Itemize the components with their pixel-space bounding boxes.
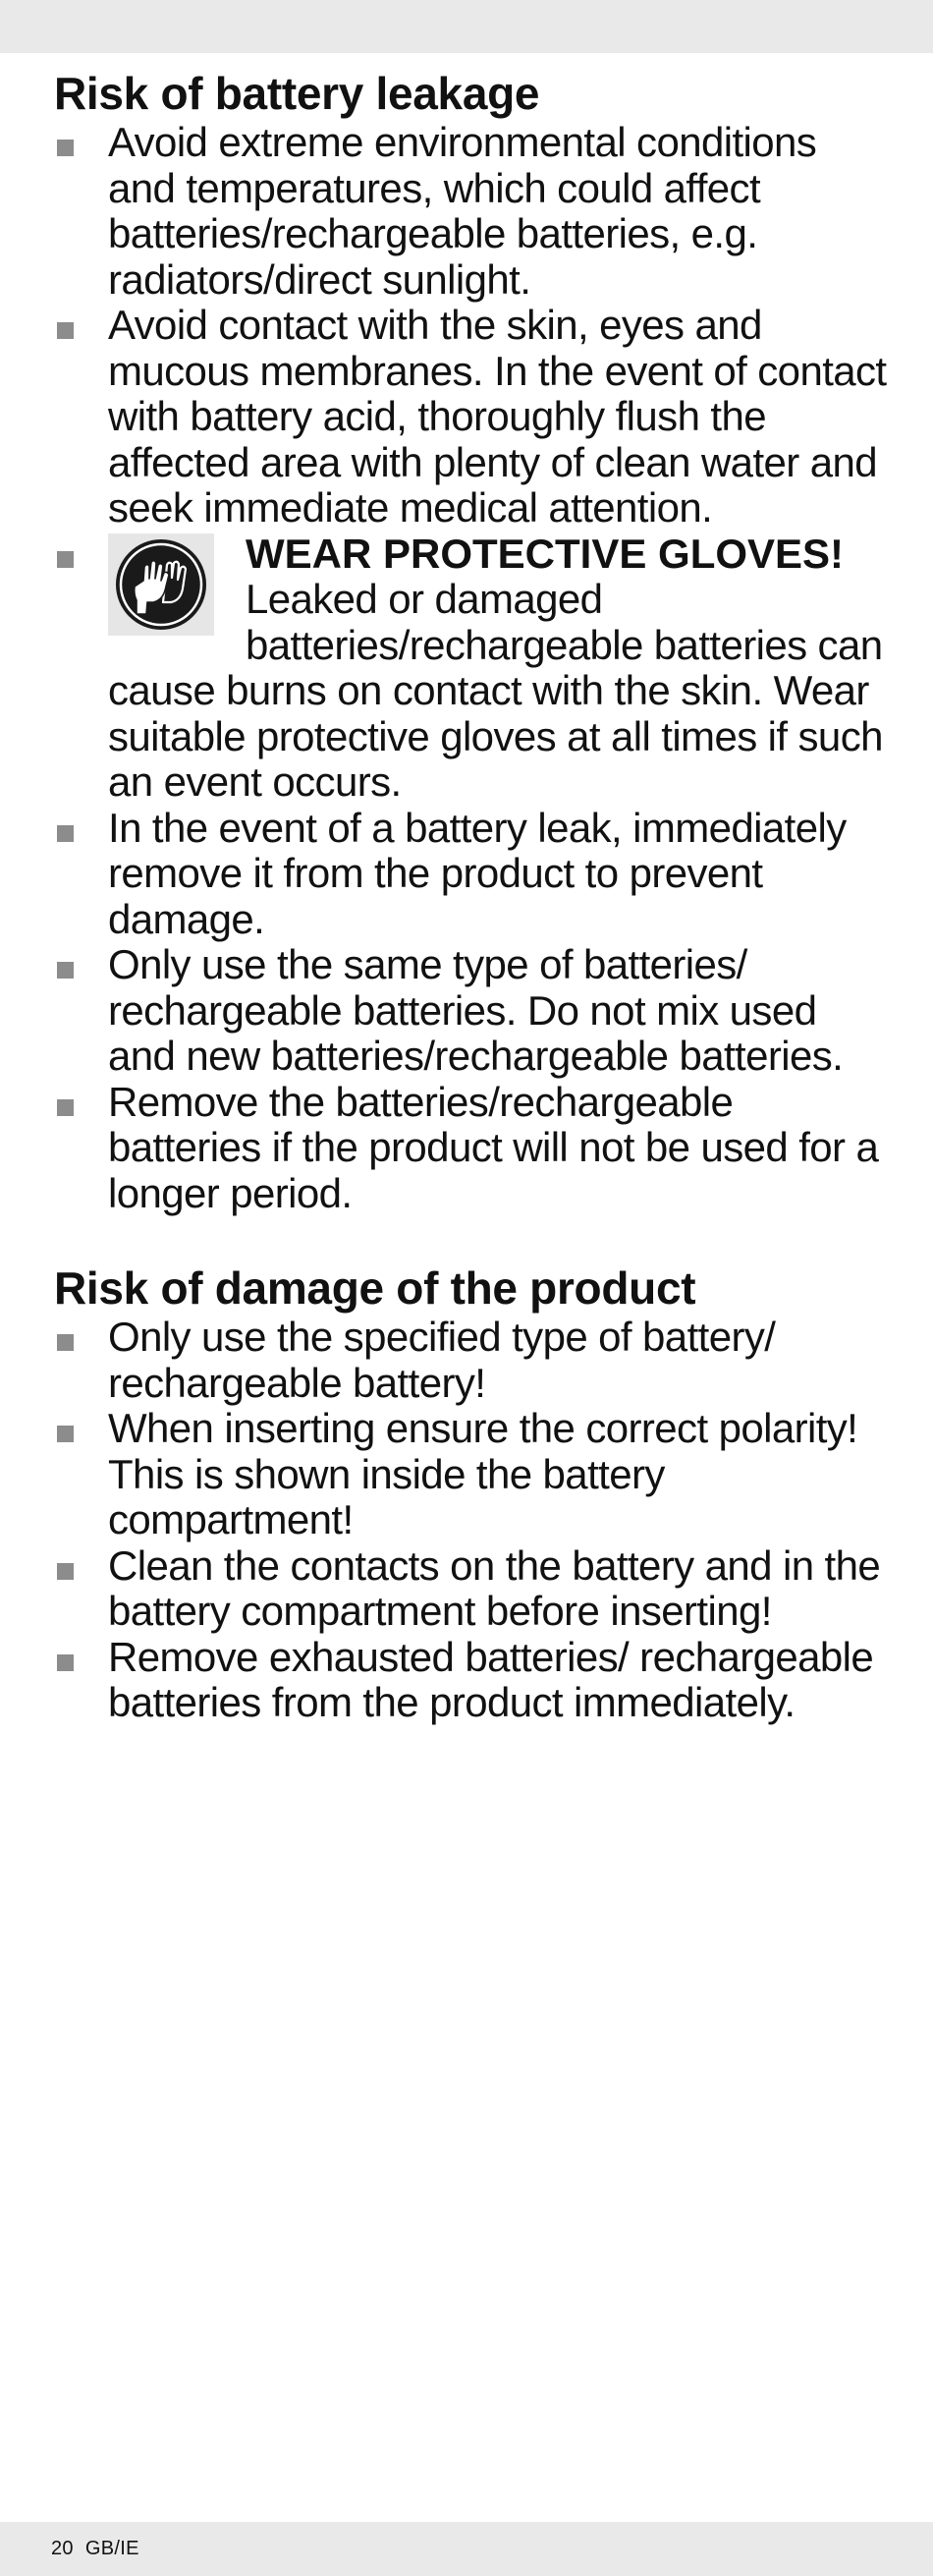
product-damage-list xyxy=(54,1315,889,1726)
list-item xyxy=(54,1543,889,1635)
list-item-text: Remove exhausted batteries/ rechargeable batteries from the product immediately. xyxy=(108,1633,874,1725)
document-page xyxy=(0,53,933,2522)
bullet-icon xyxy=(57,1563,74,1580)
bullet-icon xyxy=(57,140,74,156)
list-item-text: In the event of a battery leak, immediately remove it from the product to prevent damage. xyxy=(108,804,847,942)
list-item xyxy=(54,1635,889,1726)
protective-gloves-icon xyxy=(108,533,214,636)
list-item-text: Avoid extreme environmental conditions and temperatures, which could affect batteries/rechargeable batteries, e.g. radiators/direct sunlight. xyxy=(108,119,817,303)
list-item-text: Avoid contact with the skin, eyes and mucous membranes. In the event of contact with battery acid, thoroughly flush the affected area with plenty of clean water and seek immediate medical attention. xyxy=(108,302,887,531)
warning-title: WEAR PROTECTIVE GLOVES! xyxy=(246,530,845,577)
warning-text: Leaked or damaged batteries/rechargeable batteries can cause burns on contact with the skin. Wear suitable protective gloves at all times if such an event occurs. xyxy=(108,576,883,805)
section-heading-battery-leakage: Risk of battery leakage xyxy=(54,68,540,119)
list-item xyxy=(54,120,889,303)
list-item-text: Only use the specified type of battery/ rechargeable battery! xyxy=(108,1314,776,1406)
bullet-icon xyxy=(57,1426,74,1442)
top-margin xyxy=(0,0,933,53)
list-item-text: Only use the same type of batteries/ rechargeable batteries. Do not mix used and new batteries/rechargeable batteries. xyxy=(108,941,844,1079)
list-item xyxy=(54,1406,889,1543)
battery-leakage-list xyxy=(54,120,889,1216)
section-heading-product-damage: Risk of damage of the product xyxy=(54,1262,696,1314)
page-content xyxy=(54,67,889,1726)
page-footer xyxy=(0,2522,933,2576)
list-item xyxy=(54,1080,889,1217)
bullet-icon xyxy=(57,551,74,568)
bullet-icon xyxy=(57,1334,74,1351)
bullet-icon xyxy=(57,825,74,842)
bullet-icon xyxy=(57,322,74,339)
list-item xyxy=(54,806,889,943)
bullet-icon xyxy=(57,1099,74,1116)
footer-text xyxy=(51,2538,139,2560)
region-label: GB/IE xyxy=(84,2538,139,2559)
page-number: 20 xyxy=(51,2538,74,2559)
list-item xyxy=(54,303,889,532)
bullet-icon xyxy=(57,1654,74,1671)
bullet-icon xyxy=(57,962,74,979)
list-item-gloves-warning xyxy=(54,532,889,806)
list-item-text: When inserting ensure the correct polarity! This is shown inside the battery compartment! xyxy=(108,1405,858,1542)
list-item xyxy=(54,1315,889,1406)
list-item-text: Remove the batteries/rechargeable batteries if the product will not be used for a longer period. xyxy=(108,1078,879,1216)
list-item xyxy=(54,942,889,1080)
list-item-text: Clean the contacts on the battery and in the battery compartment before inserting! xyxy=(108,1541,881,1634)
